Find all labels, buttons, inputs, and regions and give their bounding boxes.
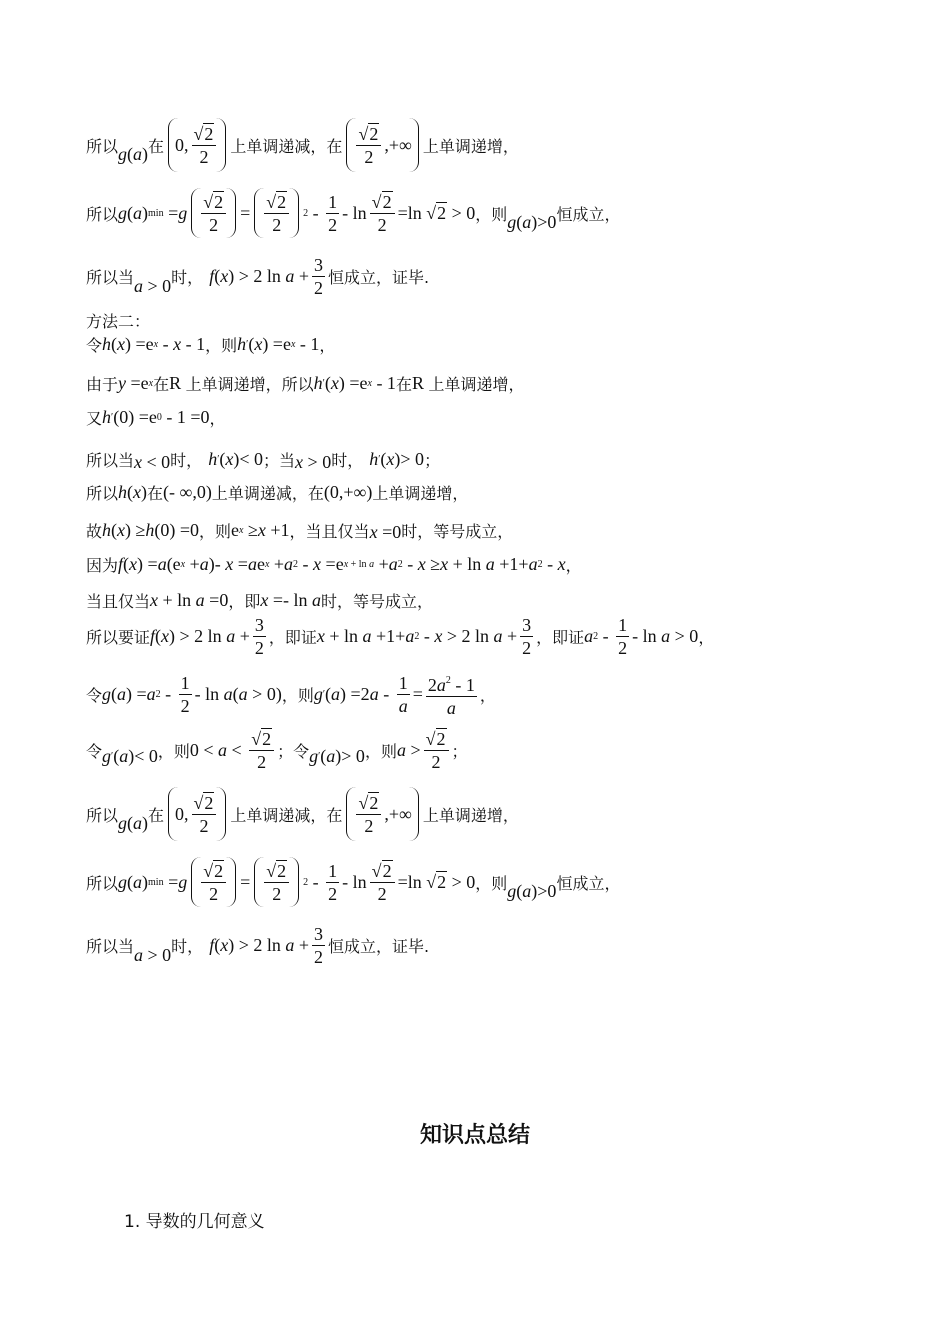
text: ，则 (364, 742, 397, 761)
text: 又 (86, 409, 103, 428)
text: 时， (170, 451, 203, 470)
line-8: 所以当 x < 0 时， h ′ ( x )< 0 ；当 x > 0 时， h ′ ( x )> 0 ； (86, 449, 441, 472)
text: 令 (86, 686, 103, 705)
line-11: 因为 f ( x ) = a (e x + a )- x = a e x + a 2 - x =e x + ln a + a 2 - x ≥ x + ln a +1+ a 2 - x ， (86, 554, 582, 575)
text: 上单调递增，所以 (185, 375, 314, 394)
text: 令 (86, 336, 103, 355)
text: 时， (331, 451, 364, 470)
text: 所以 (86, 873, 119, 893)
text: 时， (171, 937, 204, 956)
line-10: 故 h ( x ) ≥ h (0) =0 ，则 e x ≥ x +1 ，当且仅当 x =0 时，等号成立， (86, 520, 514, 542)
text: ； (451, 742, 468, 761)
text: 在 (148, 136, 165, 156)
text: 所以 (86, 204, 119, 224)
line-17: 所以 g ( a ) min = g $\frac{√2}{2}$ = $\frac{√2}{2}$ 2 - $\frac{1}{2}$ - ln $\frac{√2}{2}$ =ln √2 > 0 ，则 g ( a )>0 恒成立， (86, 857, 620, 907)
text: 上单调递增， (422, 136, 519, 156)
line-12: 当且仅当 x + ln a =0 ，即 x =- ln a 时，等号成立， (86, 590, 434, 611)
line-16: 所以 g ( a ) 在 0, $\frac{√2}{2}$ 上单调递减，在 $\frac{√2}{2}$ ,+∞ 上单调递增， (86, 787, 519, 841)
math: g (118, 143, 128, 164)
text: ，则 (475, 873, 508, 893)
line-18: 所以当 a > 0 时， f ( x ) > 2 ln a + $\frac{3}{2}$ 恒成立，证毕. (86, 924, 430, 967)
line-13: 所以要证 f ( x ) > 2 ln a + $\frac{3}{2}$ ，即证 x + ln a +1+ a 2 - x > 2 ln a + $\frac{3}{2}$ ，即证 a 2 - $\frac{1}{2}$ - ln a > 0 ， (86, 615, 715, 658)
list-item: 1. 导数的几何意义 (124, 1212, 265, 1232)
line-14: 令 g ( a ) = a 2 - $\frac{1}{2}$ - ln a ( a > 0) ，则 g ′ ( a ) =2 a - $\frac{1}{a}$ = $\frac{2a^2 - 1}{a}$ ， (86, 670, 496, 719)
line-5: 令 h ( x ) =e x - x - 1 ，则 h ′ ( x ) =e x - 1 ， (86, 334, 336, 355)
text: 因为 (86, 556, 119, 575)
text: 所以当 (86, 937, 135, 956)
text: 所以要证 (86, 628, 151, 647)
text: 在 (148, 805, 165, 825)
line-7: 又 h ′ (0) =e 0 - 1 =0 ， (86, 407, 226, 428)
text: 由于 (86, 375, 119, 394)
text: 所以当 (86, 268, 135, 287)
interval: 0, $\frac{√2}{2}$ (168, 118, 226, 172)
text: ，则 (157, 742, 190, 761)
interval: $\frac{√2}{2}$ ,+∞ (346, 118, 418, 172)
text: 所以 (86, 805, 119, 825)
text: 方法二： (86, 312, 151, 331)
text: 时，等号成立， (321, 592, 434, 611)
text: 上单调递增， (422, 805, 519, 825)
text: ，则 (281, 686, 314, 705)
text: 当且仅当 (86, 592, 151, 611)
line-3: 所以当 a > 0 时， f ( x ) > 2 ln a + $\frac{3}{2}$ 恒成立，证毕. (86, 255, 430, 298)
text: 在 (153, 375, 170, 394)
text: 上单调递减，在 (230, 136, 343, 156)
line-2: 所以 g ( a ) min = g $\frac{√2}{2}$ = $\frac{√2}{2}$ 2 - $\frac{1}{2}$ - ln $\frac{√2}{2}$ =ln √2 > 0 ，则 g ( a )>0 恒成立， (86, 188, 620, 238)
line-6: 由于 y =e x 在 R 上单调递增，所以 h ′ ( x ) =e x - 1 在 R 上单调递增， (86, 373, 525, 394)
text: ，即 (228, 592, 261, 611)
text: ； (424, 451, 441, 470)
section-heading: 知识点总结 (419, 1123, 530, 1148)
text: ；令 (277, 742, 310, 761)
line-15: 令 g ′ ( a )< 0 ，则 0 < a < $\frac{√2}{2}$ ；令 g ′ ( a )> 0 ，则 a > $\frac{√2}{2}$ ； (86, 729, 468, 772)
text: ， (565, 556, 582, 575)
text: 所以 (86, 136, 119, 156)
line-9: 所以 h ( x ) 在 (- ∞,0) 上单调递减，在 (0,+∞) 上单调递增， (86, 482, 469, 503)
text: 上单调递减，在 (230, 805, 343, 825)
text: ，则 (475, 204, 508, 224)
text: 令 (86, 742, 103, 761)
text: ，则 (205, 336, 238, 355)
text: 恒成立， (556, 873, 621, 893)
text: 恒成立，证毕. (328, 268, 430, 287)
text: ，即证 (268, 628, 317, 647)
text: ， (209, 409, 226, 428)
text: ， (319, 336, 336, 355)
text: 故 (86, 522, 103, 541)
text: 上单调递减，在 (211, 484, 324, 503)
text: 恒成立， (556, 204, 621, 224)
text: ， (698, 628, 715, 647)
text: 上单调递增， (372, 484, 469, 503)
text: 上单调递增， (428, 375, 525, 394)
line-4 (86, 309, 150, 332)
text: ；当 (263, 451, 296, 470)
text: ， (479, 686, 496, 705)
text: 所以 (86, 484, 119, 503)
text: ，当且仅当 (289, 522, 370, 541)
text: ，即证 (536, 628, 585, 647)
text: 恒成立，证毕. (328, 937, 430, 956)
line-1: 所以 g ( a ) 在 0, $\frac{√2}{2}$ 上单调递减，在 $\frac{√2}{2}$ ,+∞ 上单调递增， (86, 118, 519, 172)
text: ，则 (199, 522, 232, 541)
text: 所以当 (86, 451, 135, 470)
text: 时， (171, 268, 204, 287)
text: 时，等号成立， (401, 522, 514, 541)
text: 在 (147, 484, 164, 503)
text: 在 (395, 375, 412, 394)
